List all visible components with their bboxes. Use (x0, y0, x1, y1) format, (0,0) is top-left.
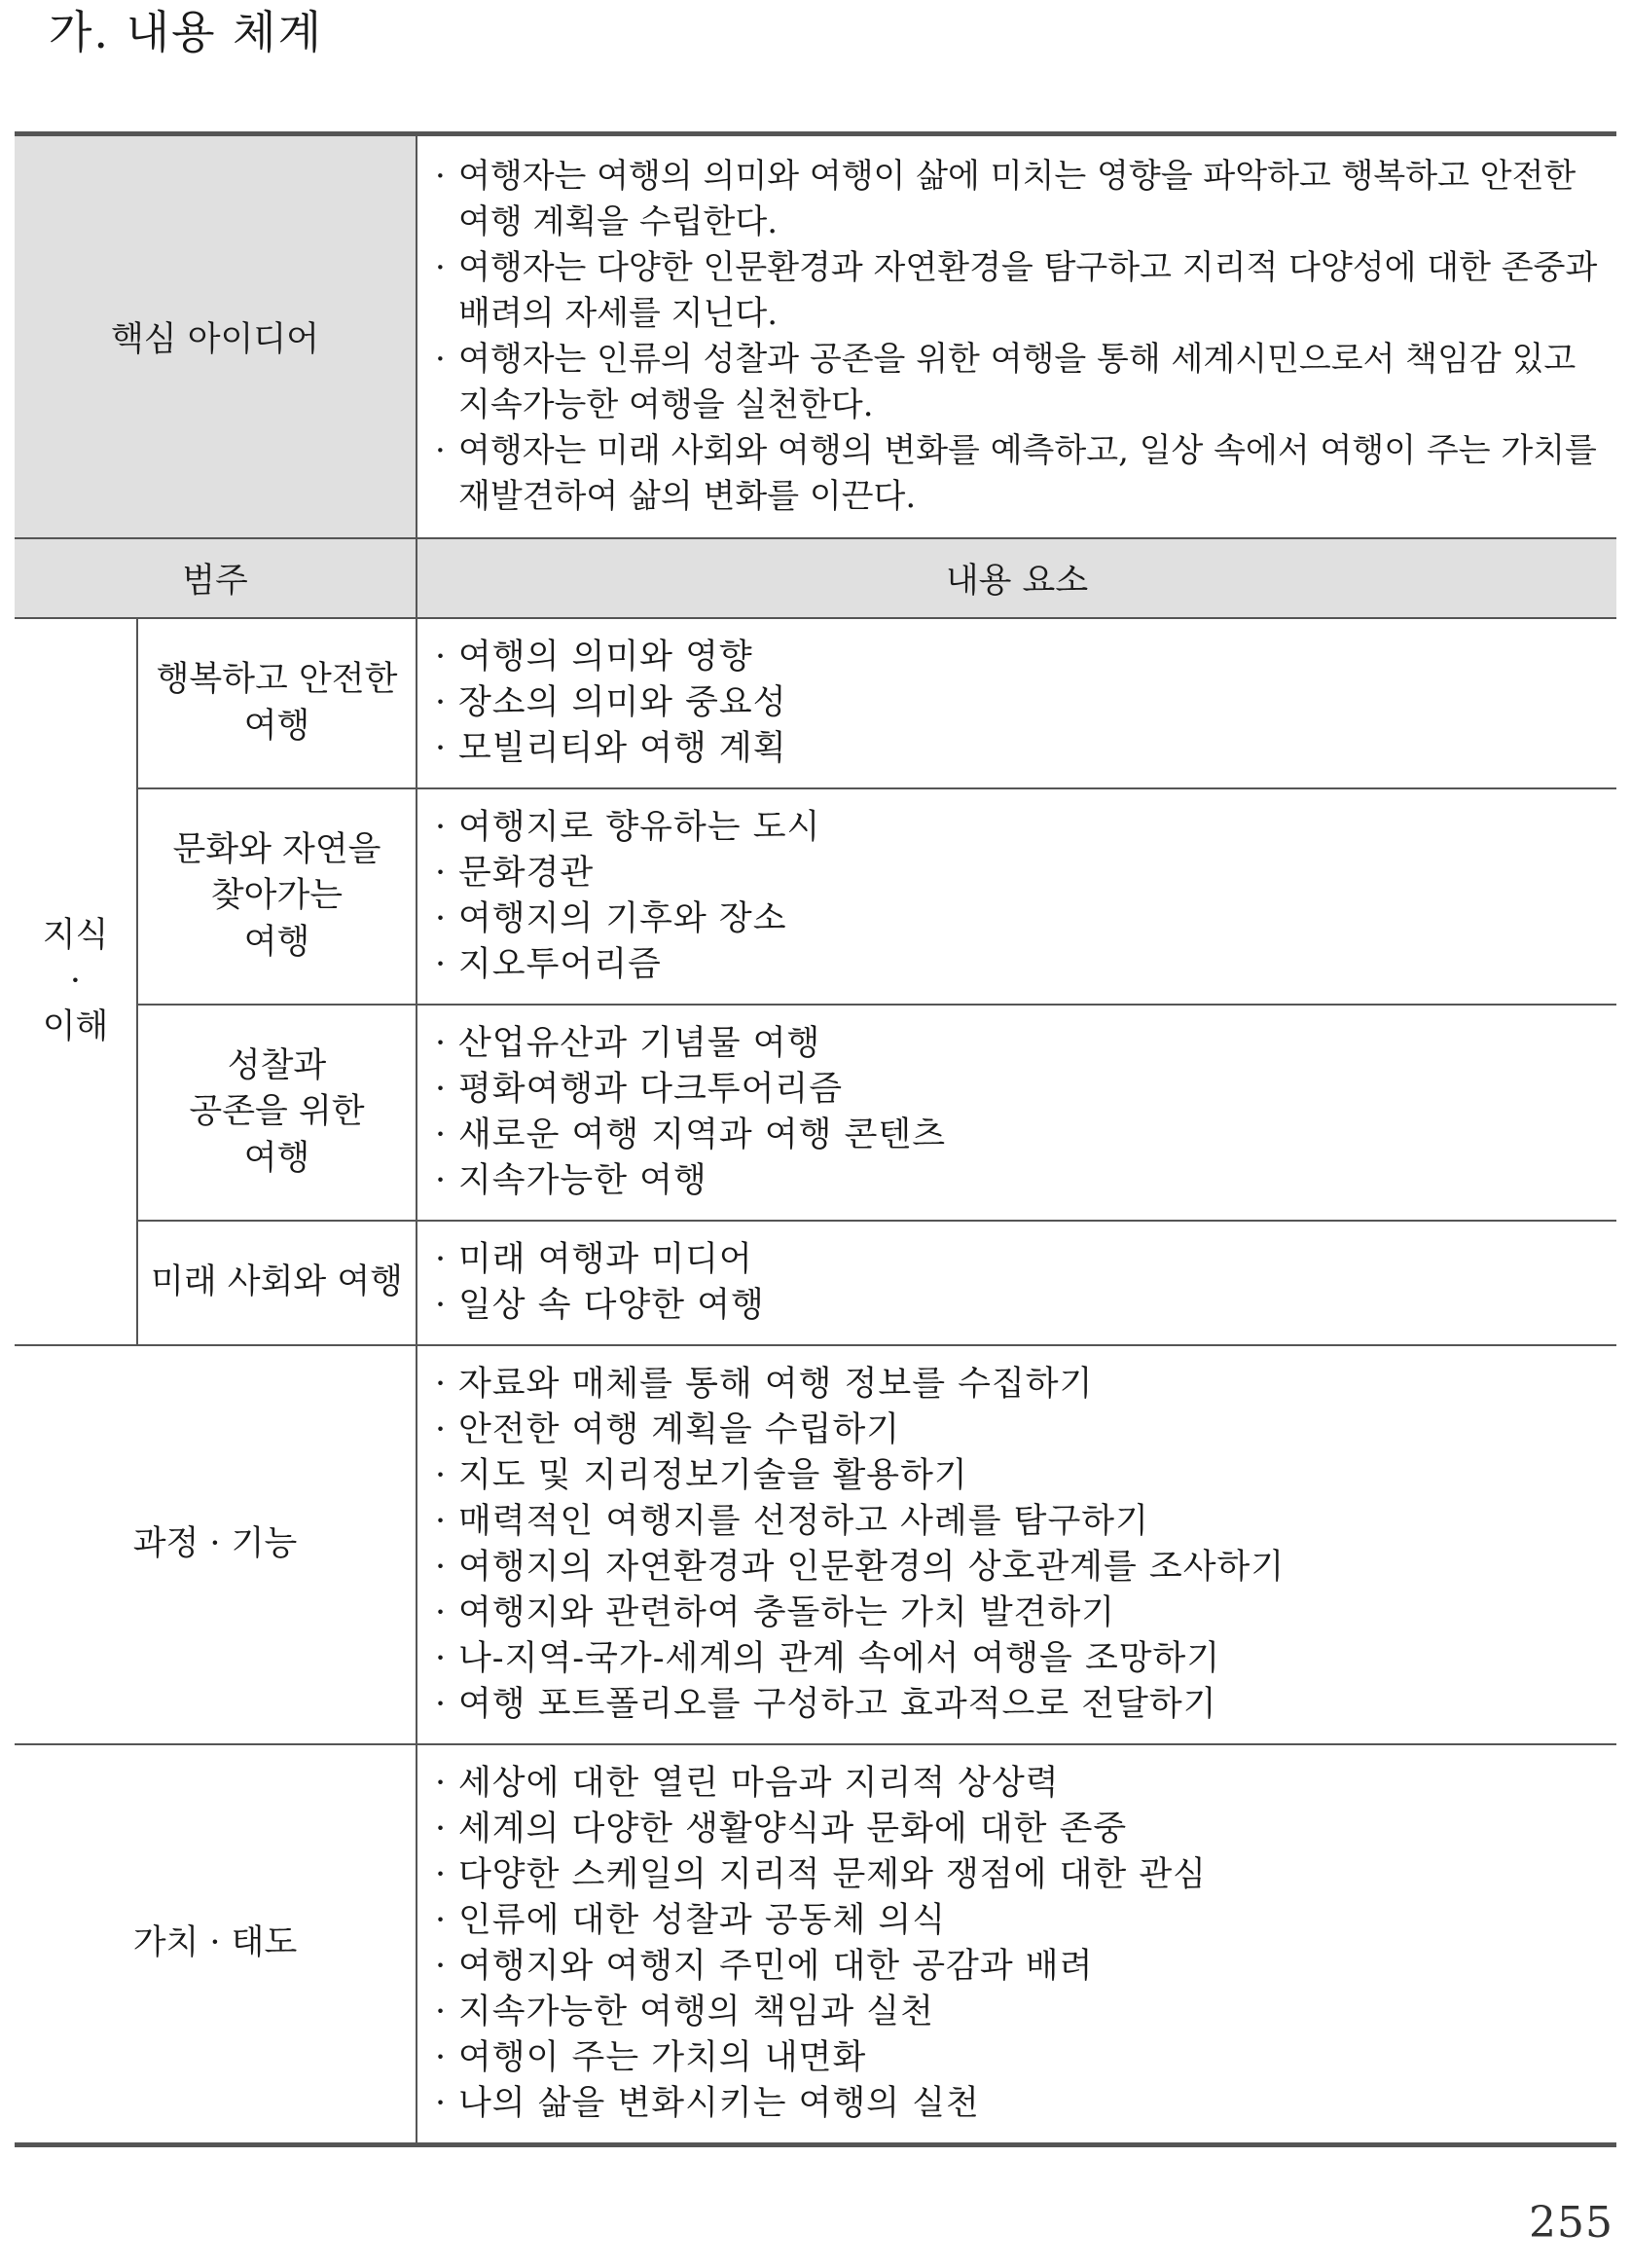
core-ideas-row (15, 134, 1616, 539)
process-item: · 나-지역-국가-세계의 관계 속에서 여행을 조망하기 (435, 1636, 1609, 1682)
core-ideas-list (417, 136, 1616, 537)
subcategory-title-line: 여행 (243, 922, 310, 962)
values-item: · 지속가능한 여행의 책임과 실천 (435, 1990, 1609, 2035)
content-element: · 지속가능한 여행 (435, 1158, 1609, 1204)
knowledge-row (15, 1221, 1616, 1345)
content-element: · 여행지의 기후와 장소 (435, 896, 1609, 942)
process-item: · 여행지와 관련하여 충돌하는 가치 발견하기 (435, 1591, 1609, 1636)
content-element: · 여행의 의미와 영향 (435, 635, 1609, 680)
process-list (417, 1346, 1616, 1743)
content-element: · 미래 여행과 미디어 (435, 1237, 1609, 1283)
content-element: · 일상 속 다양한 여행 (435, 1283, 1609, 1329)
knowledge-row (15, 618, 1616, 788)
process-item: · 매력적인 여행지를 선정하고 사례를 탐구하기 (435, 1499, 1609, 1545)
core-idea-item: · 여행자는 인류의 성찰과 공존을 위한 여행을 통해 세계시민으로서 책임감 있고 지속가능한 여행을 실천한다. (435, 337, 1607, 428)
content-element: · 평화여행과 다크투어리즘 (435, 1067, 1609, 1113)
table-header-row (15, 538, 1616, 618)
subcategory-title-line: 공존을 위한 (189, 1092, 365, 1132)
values-item: · 여행지와 여행지 주민에 대한 공감과 배려 (435, 1944, 1609, 1990)
knowledge-subcategory (137, 1005, 417, 1221)
values-item: · 다양한 스케일의 지리적 문제와 쟁점에 대한 관심 (435, 1852, 1609, 1898)
section-title: 가. 내용 체계 (49, 6, 324, 58)
values-item: · 나의 삶을 변화시키는 여행의 실천 (435, 2081, 1609, 2127)
subcategory-title-line: 찾아가는 (210, 876, 344, 916)
content-header: 내용 요소 (417, 538, 1616, 618)
process-item: · 지도 및 지리정보기술을 활용하기 (435, 1453, 1609, 1499)
content-element: · 장소의 의미와 중요성 (435, 680, 1609, 726)
values-row (15, 1744, 1616, 2145)
knowledge-content-cell (417, 788, 1616, 1005)
knowledge-subcategory (137, 1221, 417, 1345)
content-element-list (417, 619, 1616, 787)
content-element-list (417, 1006, 1616, 1220)
knowledge-row (15, 788, 1616, 1005)
content-element-list (417, 789, 1616, 1004)
values-content-cell (417, 1744, 1616, 2145)
knowledge-row (15, 1005, 1616, 1221)
knowledge-category-label (15, 618, 137, 1345)
core-idea-item: · 여행자는 다양한 인문환경과 자연환경을 탐구하고 지리적 다양성에 대한 존중과 배려의 자세를 지닌다. (435, 245, 1607, 337)
category-header: 범주 (15, 538, 417, 618)
knowledge-label-line: 지식 (42, 915, 109, 955)
subcategory-title-line: 여행 (243, 1138, 310, 1178)
curriculum-content-table (15, 131, 1616, 2147)
content-element-list (417, 1222, 1616, 1344)
core-ideas-cell (417, 134, 1616, 539)
knowledge-subcategory (137, 788, 417, 1005)
knowledge-content-cell (417, 618, 1616, 788)
knowledge-subcategory (137, 618, 417, 788)
content-element: · 문화경관 (435, 851, 1609, 896)
knowledge-label-dot: · (69, 961, 82, 1001)
content-element: · 새로운 여행 지역과 여행 콘텐츠 (435, 1113, 1609, 1158)
knowledge-content-cell (417, 1005, 1616, 1221)
core-ideas-label: 핵심 아이디어 (15, 134, 417, 539)
subcategory-title-line: 문화와 자연을 (172, 830, 381, 870)
subcategory-title-line: 여행 (243, 706, 310, 746)
values-item: · 인류에 대한 성찰과 공동체 의식 (435, 1898, 1609, 1944)
content-element: · 여행지로 향유하는 도시 (435, 805, 1609, 851)
values-item: · 세계의 다양한 생활양식과 문화에 대한 존중 (435, 1807, 1609, 1852)
core-idea-item: · 여행자는 여행의 의미와 여행이 삶에 미치는 영향을 파악하고 행복하고 안전한 여행 계획을 수립한다. (435, 154, 1607, 245)
process-item: · 여행 포트폴리오를 구성하고 효과적으로 전달하기 (435, 1682, 1609, 1728)
values-category-label: 가치 · 태도 (15, 1744, 417, 2145)
page-number: 255 (1529, 2198, 1613, 2248)
values-item: · 세상에 대한 열린 마음과 지리적 상상력 (435, 1761, 1609, 1807)
process-category-label: 과정 · 기능 (15, 1345, 417, 1744)
process-item: · 자료와 매체를 통해 여행 정보를 수집하기 (435, 1362, 1609, 1408)
process-row (15, 1345, 1616, 1744)
subcategory-title-line: 성찰과 (227, 1046, 327, 1086)
content-element: · 지오투어리즘 (435, 942, 1609, 988)
core-idea-item: · 여행자는 미래 사회와 여행의 변화를 예측하고, 일상 속에서 여행이 주는 가치를 재발견하여 삶의 변화를 이끈다. (435, 428, 1607, 520)
content-element: · 산업유산과 기념물 여행 (435, 1021, 1609, 1067)
values-item: · 여행이 주는 가치의 내면화 (435, 2035, 1609, 2081)
values-list (417, 1745, 1616, 2142)
knowledge-label-line: 이해 (42, 1007, 109, 1047)
process-content-cell (417, 1345, 1616, 1744)
content-element: · 모빌리티와 여행 계획 (435, 726, 1609, 772)
subcategory-title-line: 행복하고 안전한 (156, 660, 398, 700)
process-item: · 안전한 여행 계획을 수립하기 (435, 1408, 1609, 1453)
knowledge-content-cell (417, 1221, 1616, 1345)
subcategory-title-line: 미래 사회와 여행 (151, 1262, 403, 1302)
process-item: · 여행지의 자연환경과 인문환경의 상호관계를 조사하기 (435, 1545, 1609, 1591)
